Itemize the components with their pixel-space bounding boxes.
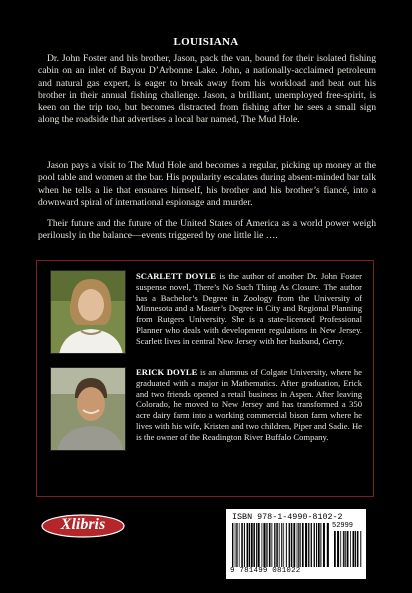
barcode-bar	[276, 523, 277, 567]
barcode-bar	[239, 523, 240, 567]
barcode-bar	[298, 523, 299, 567]
bio-erick	[136, 367, 362, 443]
barcode-bar	[311, 523, 312, 567]
xlibris-logo-text: Xlibris	[60, 516, 106, 533]
barcode-bar	[249, 523, 250, 567]
barcode-bar	[241, 523, 243, 567]
barcode-bar	[274, 523, 275, 567]
barcode-bar	[291, 523, 293, 567]
barcode-bar	[262, 523, 263, 567]
barcode-bar	[340, 531, 341, 567]
barcode-bar	[236, 523, 237, 567]
barcode-bar	[302, 523, 304, 567]
author-photo-erick	[50, 367, 126, 451]
barcode-bar	[281, 523, 282, 567]
barcode-bar	[286, 523, 287, 567]
ean-number: 9 781499 081022	[230, 567, 301, 575]
blurb-paragraph-3: Their future and the future of the United States of America as a world power weigh perilously in the balance—events triggered by one little lie ….	[38, 218, 376, 242]
bio-text-erick: is an alumnus of Colgate University, where he graduated with a major in Mathematics. After graduation, Erick and two friends opened a retail business in Aspen. After leaving Colorado, he moved to New Jersey and has transformed a 350 acre dairy farm into a working commercial bison farm where he lives with his wife, Kristen and two children, Piper and Sadie. He is the owner of the Readington River Buffalo Company.	[136, 367, 362, 442]
isbn-number: ISBN 978-1-4990-8102-2	[232, 512, 343, 522]
barcode-bar	[266, 523, 267, 567]
barcode-bar	[337, 531, 339, 567]
barcode-bar	[343, 531, 344, 567]
barcode-bar	[293, 523, 295, 567]
barcode-addon-number: 52999	[332, 522, 354, 530]
barcode-bar	[297, 523, 298, 567]
barcode-bar	[258, 523, 260, 567]
author-photo-scarlett	[50, 270, 126, 354]
barcode-bar	[318, 523, 320, 567]
bio-text-scarlett: is the author of another Dr. John Foster suspense novel, There’s No Such Thing As Closure. The author has a Bachelor’s Degree in Zoology from the University of Minnesota and a Master’s Degree in City and Regional Planning from Rutgers University. She is a state-licensed Professional Planner who deals with development regulations in New Jersey. Scarlett lives in central New Jersey with her husband, Gerry.	[136, 271, 362, 346]
barcode-bar	[327, 523, 329, 567]
barcode-bar	[235, 523, 236, 567]
barcode-bar	[320, 523, 321, 567]
barcode-bar	[344, 531, 345, 567]
barcode-bar	[350, 531, 351, 567]
barcode-bar	[232, 523, 233, 567]
barcode-bar	[251, 523, 253, 567]
barcode-bar	[283, 523, 284, 567]
barcode-bar	[316, 523, 317, 567]
isbn-barcode	[226, 509, 366, 579]
book-title: LOUISIANA	[173, 36, 239, 48]
barcode-bar	[305, 523, 307, 567]
barcode-bar	[355, 531, 356, 567]
barcode-addon-bars	[334, 531, 362, 567]
blurb-paragraph-2: Jason pays a visit to The Mud Hole and becomes a regular, picking up money at the pool table and women at the bar. His popularity escalates during absent-minded bar talk when he tells a lie that ensnares himself, his brother and his brother’s fiancé, into a downward spiral of international espionage and murder.	[38, 160, 376, 208]
barcode-bar	[357, 531, 359, 567]
barcode-bar	[314, 523, 315, 567]
barcode-bar	[334, 531, 336, 567]
bio-name-scarlett: SCARLETT DOYLE	[136, 271, 217, 281]
barcode-bar	[353, 531, 355, 567]
barcode-bar	[253, 523, 255, 567]
barcode-bar	[269, 523, 271, 567]
bio-scarlett	[136, 271, 362, 347]
barcode-bar	[279, 523, 280, 567]
barcode-bar	[256, 523, 257, 567]
barcode-bar	[263, 523, 265, 567]
barcode-bar	[300, 523, 301, 567]
barcode-bar	[308, 523, 309, 567]
blurb-paragraph-1: Dr. John Foster and his brother, Jason, pack the van, bound for their isolated fishing cabin on an inlet of Bayou D’Arbonne Lake. John, a nationally-acclaimed petroleum and natural gas expert, is eager to break away from his workload and beat out his brother in their annual fishing challenge. Jason, a brilliant, unemployed free-spirit, is keen on the trip too, but becomes distracted from fishing after he sees a small sign along the roadside that advertises a local bar named, The Mud Hole.	[38, 53, 376, 126]
barcode-bar	[323, 523, 325, 567]
bio-name-erick: ERICK DOYLE	[136, 367, 198, 377]
barcode-bar	[244, 523, 245, 567]
barcode-bar	[289, 523, 290, 567]
barcode-bar	[271, 523, 272, 567]
barcode-bar	[360, 531, 361, 567]
barcode-bar	[347, 531, 349, 567]
barcode-bar	[247, 523, 249, 567]
barcode-bars	[232, 523, 330, 567]
